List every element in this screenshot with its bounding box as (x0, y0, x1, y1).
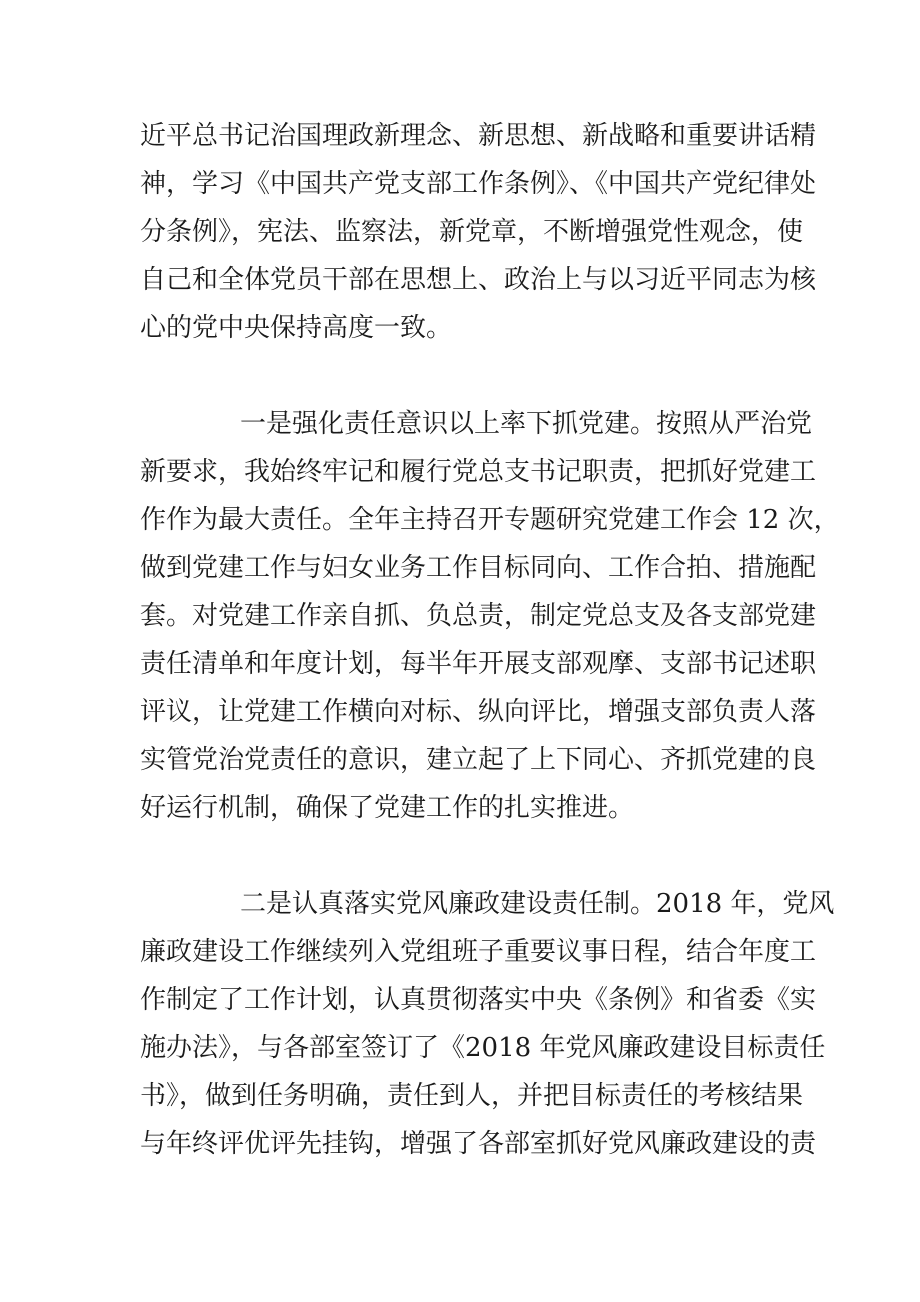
text-line: 评议，让党建工作横向对标、纵向评比，增强支部负责人落 (140, 697, 817, 727)
paragraph-1 (140, 112, 817, 352)
text-line-indented: 二是认真落实党风廉政建设责任制。2018 年，党风 (240, 889, 835, 919)
text-line: 施办法》，与各部室签订了《2018 年党风廉政建设目标责任 (140, 1033, 826, 1063)
text-line: 作作为最大责任。全年主持召开专题研究党建工作会 12 次， (140, 505, 840, 535)
text-line: 分条例》，宪法、监察法，新党章，不断增强党性观念，使 (140, 217, 804, 247)
text-line: 作制定了工作计划，认真贯彻落实中央《条例》和省委《实 (140, 985, 817, 1015)
text-line: 实管党治党责任的意识，建立起了上下同心、齐抓党建的良 (140, 745, 817, 775)
text-line: 好运行机制，确保了党建工作的扎实推进。 (140, 793, 635, 823)
text-line-indented: 一是强化责任意识以上率下抓党建。按照从严治党 (240, 409, 813, 439)
text-line: 做到党建工作与妇女业务工作目标同向、工作合拍、措施配 (140, 553, 817, 583)
text-line: 神，学习《中国共产党支部工作条例》、《中国共产党纪律处 (140, 169, 817, 199)
text-line: 套。对党建工作亲自抓、负总责，制定党总支及各支部党建 (140, 601, 817, 631)
paragraph-3 (140, 880, 835, 1168)
text-line: 近平总书记治国理政新理念、新思想、新战略和重要讲话精 (140, 121, 817, 151)
text-line: 心的党中央保持高度一致。 (140, 313, 453, 343)
text-line: 责任清单和年度计划，每半年开展支部观摩、支部书记述职 (140, 649, 817, 679)
paragraph-2 (140, 400, 840, 832)
text-line: 与年终评优评先挂钩，增强了各部室抓好党风廉政建设的责 (140, 1129, 817, 1159)
text-line: 新要求，我始终牢记和履行党总支书记职责，把抓好党建工 (140, 457, 817, 487)
text-line: 自己和全体党员干部在思想上、政治上与以习近平同志为核 (140, 265, 817, 295)
text-line: 书》，做到任务明确，责任到人，并把目标责任的考核结果 (140, 1081, 804, 1111)
text-line: 廉政建设工作继续列入党组班子重要议事日程，结合年度工 (140, 937, 817, 967)
